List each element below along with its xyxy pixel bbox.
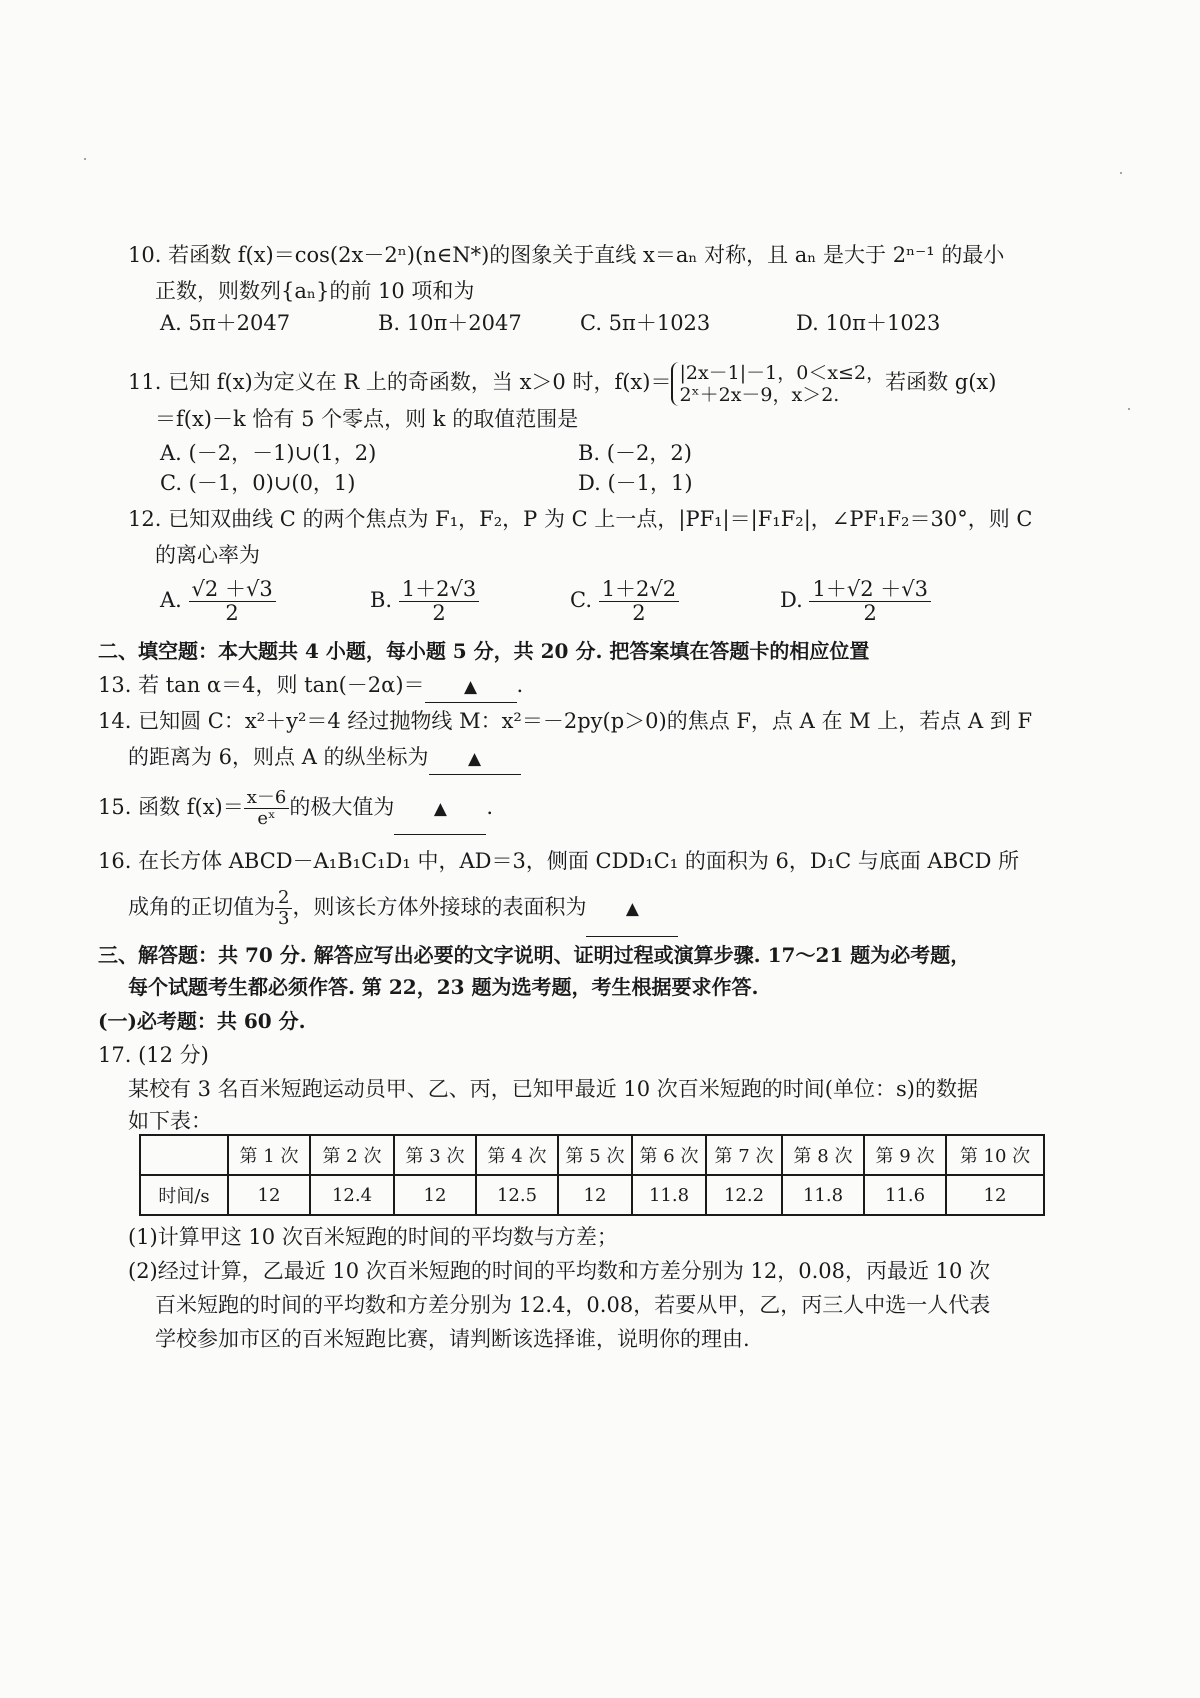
q16-stem-line2 xyxy=(128,880,1140,937)
q10-stem-line1: 10. 若函数 f(x)＝cos(2x－2ⁿ)(n∈N*)的图象关于直线 x＝aₙ 对称，且 aₙ 是大于 2ⁿ⁻¹ 的最小 xyxy=(128,243,1005,267)
q12-stem-line1: 12. 已知双曲线 C 的两个焦点为 F₁，F₂，P 为 C 上一点，|PF₁|＝|F₁F₂|，∠PF₁F₂＝30°，则 C xyxy=(128,507,1033,531)
q17-stem-line1: 某校有 3 名百米短跑运动员甲、乙、丙，已知甲最近 10 次百米短跑的时间(单位：s)的数据 xyxy=(128,1077,978,1101)
table-header-cell: 第 6 次 xyxy=(632,1135,706,1175)
q17-part-2-line1: (2)经过计算，乙最近 10 次百米短跑的时间的平均数和方差分别为 12，0.08，丙最近 10 次 xyxy=(128,1259,991,1283)
q12-option-d-label: D. xyxy=(780,588,803,613)
q12-option-b-numerator: 1＋2√3 xyxy=(399,578,479,602)
q14-answer-blank xyxy=(429,742,521,775)
q11-stem-pre: 11. 已知 f(x)为定义在 R 上的奇函数，当 x＞0 时，f(x)＝ xyxy=(128,370,672,394)
section-3-heading-line2: 每个试题考生都必须作答. 第 22，23 题为选考题，考生根据要求作答. xyxy=(128,975,759,999)
blank-triangle-icon: ▲ xyxy=(433,799,447,819)
q11-stem-line1 xyxy=(128,358,1140,406)
table-cell: 11.8 xyxy=(632,1175,706,1215)
q10-stem-line2: 正数，则数列{aₙ}的前 10 项和为 xyxy=(155,279,475,303)
q10-option-c: C. 5π＋1023 xyxy=(580,311,711,335)
table-header-cell: 第 1 次 xyxy=(228,1135,310,1175)
table-cell: 12 xyxy=(558,1175,632,1215)
q12-option-d-denominator: 2 xyxy=(863,601,877,626)
table-row xyxy=(140,1175,1044,1215)
table-header-cell: 第 3 次 xyxy=(394,1135,476,1175)
table-header-row xyxy=(140,1135,1044,1175)
q15-stem-end: . xyxy=(486,795,494,819)
q17-part-1: (1)计算甲这 10 次百米短跑的时间的平均数与方差； xyxy=(128,1225,618,1249)
section-3-required-heading: (一)必考题：共 60 分. xyxy=(98,1009,306,1033)
q15-stem-pre: 15. 函数 f(x)＝ xyxy=(98,795,244,819)
q16-answer-blank xyxy=(586,880,678,937)
table-cell: 12 xyxy=(228,1175,310,1215)
table-cell: 11.6 xyxy=(864,1175,946,1215)
q13-stem-post: . xyxy=(516,673,524,697)
table-header-cell: 第 8 次 xyxy=(782,1135,864,1175)
q11-option-a: A. (－2，－1)∪(1，2) xyxy=(160,441,377,465)
table-cell: 12.5 xyxy=(476,1175,558,1215)
q14-stem-line2 xyxy=(128,742,1140,775)
q10-option-d: D. 10π＋1023 xyxy=(796,311,941,335)
table-corner-cell xyxy=(140,1135,228,1175)
q11-case-1: |2x－1|－1，0＜x≤2， xyxy=(679,361,886,384)
q11-option-c: C. (－1，0)∪(0，1) xyxy=(160,471,356,495)
table-header-cell: 第 5 次 xyxy=(558,1135,632,1175)
table-cell: 12.4 xyxy=(310,1175,394,1215)
q12-stem-line2: 的离心率为 xyxy=(155,543,260,567)
q15-stem xyxy=(98,782,1140,835)
table-cell: 11.8 xyxy=(782,1175,864,1215)
q11-case-2: 2ˣ＋2x－9，x＞2. xyxy=(679,383,840,406)
q15-denominator: eˣ xyxy=(257,808,276,829)
table-cell: 12 xyxy=(394,1175,476,1215)
q15-stem-post: 的极大值为 xyxy=(289,795,395,819)
q11-piecewise-brace xyxy=(671,362,885,406)
q15-answer-blank xyxy=(394,782,486,835)
table-header-cell: 第 9 次 xyxy=(864,1135,946,1175)
table-header-cell: 第 7 次 xyxy=(706,1135,782,1175)
q10-option-a: A. 5π＋2047 xyxy=(160,311,291,335)
table-header-cell: 第 2 次 xyxy=(310,1135,394,1175)
q12-option-a-numerator: √2 ＋√3 xyxy=(189,578,276,602)
q17-stem-line2: 如下表： xyxy=(128,1109,212,1133)
q16-stem-line2-pre: 成角的正切值为 xyxy=(128,895,275,919)
q12-option-a-denominator: 2 xyxy=(225,601,239,626)
q12-option-b-denominator: 2 xyxy=(432,601,446,626)
table-row-label: 时间/s xyxy=(140,1175,228,1215)
scan-speck xyxy=(84,158,86,160)
q12-option-c-numerator: 1＋2√2 xyxy=(599,578,679,602)
q11-stem-line2: ＝f(x)－k 恰有 5 个零点，则 k 的取值范围是 xyxy=(155,407,579,431)
blank-triangle-icon: ▲ xyxy=(625,899,639,919)
q14-stem-line2-pre: 的距离为 6，则点 A 的纵坐标为 xyxy=(128,745,429,769)
q13-answer-blank xyxy=(425,670,517,703)
q12-option-b-label: B. xyxy=(370,588,393,613)
table-cell: 12 xyxy=(946,1175,1044,1215)
q12-option-d xyxy=(780,578,931,625)
q11-option-b: B. (－2，2) xyxy=(578,441,692,465)
q12-option-a-label: A. xyxy=(160,588,182,613)
q11-option-d: D. (－1，1) xyxy=(578,471,693,495)
section-2-heading: 二、填空题：本大题共 4 小题，每小题 5 分，共 20 分. 把答案填在答题卡的相应位置 xyxy=(98,639,870,663)
q12-option-c-label: C. xyxy=(570,588,592,613)
scan-speck xyxy=(1120,172,1122,174)
q16-stem-line1: 16. 在长方体 ABCD－A₁B₁C₁D₁ 中，AD＝3，侧面 CDD₁C₁ 的面积为 6，D₁C 与底面 ABCD 所 xyxy=(98,849,1020,873)
q13-stem-pre: 13. 若 tan α＝4，则 tan(－2α)＝ xyxy=(98,673,425,697)
q17-part-2-line3: 学校参加市区的百米短跑比赛，请判断该选择谁，说明你的理由. xyxy=(155,1327,750,1351)
q17-data-table xyxy=(139,1134,1045,1216)
q16-denominator: 3 xyxy=(278,908,290,929)
q12-option-c-denominator: 2 xyxy=(632,601,646,626)
q11-stem-post: 若函数 g(x) xyxy=(885,370,997,394)
q12-option-c xyxy=(570,578,679,625)
section-3-heading-line1: 三、解答题：共 70 分. 解答应写出必要的文字说明、证明过程或演算步骤. 17～21 题为必考题， xyxy=(98,943,971,967)
table-cell: 12.2 xyxy=(706,1175,782,1215)
q16-stem-line2-post: ，则该长方体外接球的表面积为 xyxy=(292,895,587,919)
blank-triangle-icon: ▲ xyxy=(468,749,482,769)
blank-triangle-icon: ▲ xyxy=(464,677,478,697)
q16-numerator: 2 xyxy=(275,888,292,909)
q10-option-b: B. 10π＋2047 xyxy=(378,311,522,335)
q14-stem-line1: 14. 已知圆 C：x²＋y²＝4 经过抛物线 M：x²＝－2py(p＞0)的焦点 F，点 A 在 M 上，若点 A 到 F xyxy=(98,709,1033,733)
q17-header: 17. (12 分) xyxy=(98,1043,209,1067)
q17-part-2-line2: 百米短跑的时间的平均数和方差分别为 12.4，0.08，若要从甲，乙，丙三人中选一人代表 xyxy=(155,1293,991,1317)
q12-option-d-numerator: 1＋√2 ＋√3 xyxy=(809,578,931,602)
q15-numerator: x－6 xyxy=(244,788,290,809)
q12-option-a xyxy=(160,578,276,625)
q12-option-b xyxy=(370,578,479,625)
q13-stem xyxy=(98,670,1140,703)
table-header-cell: 第 10 次 xyxy=(946,1135,1044,1175)
table-header-cell: 第 4 次 xyxy=(476,1135,558,1175)
